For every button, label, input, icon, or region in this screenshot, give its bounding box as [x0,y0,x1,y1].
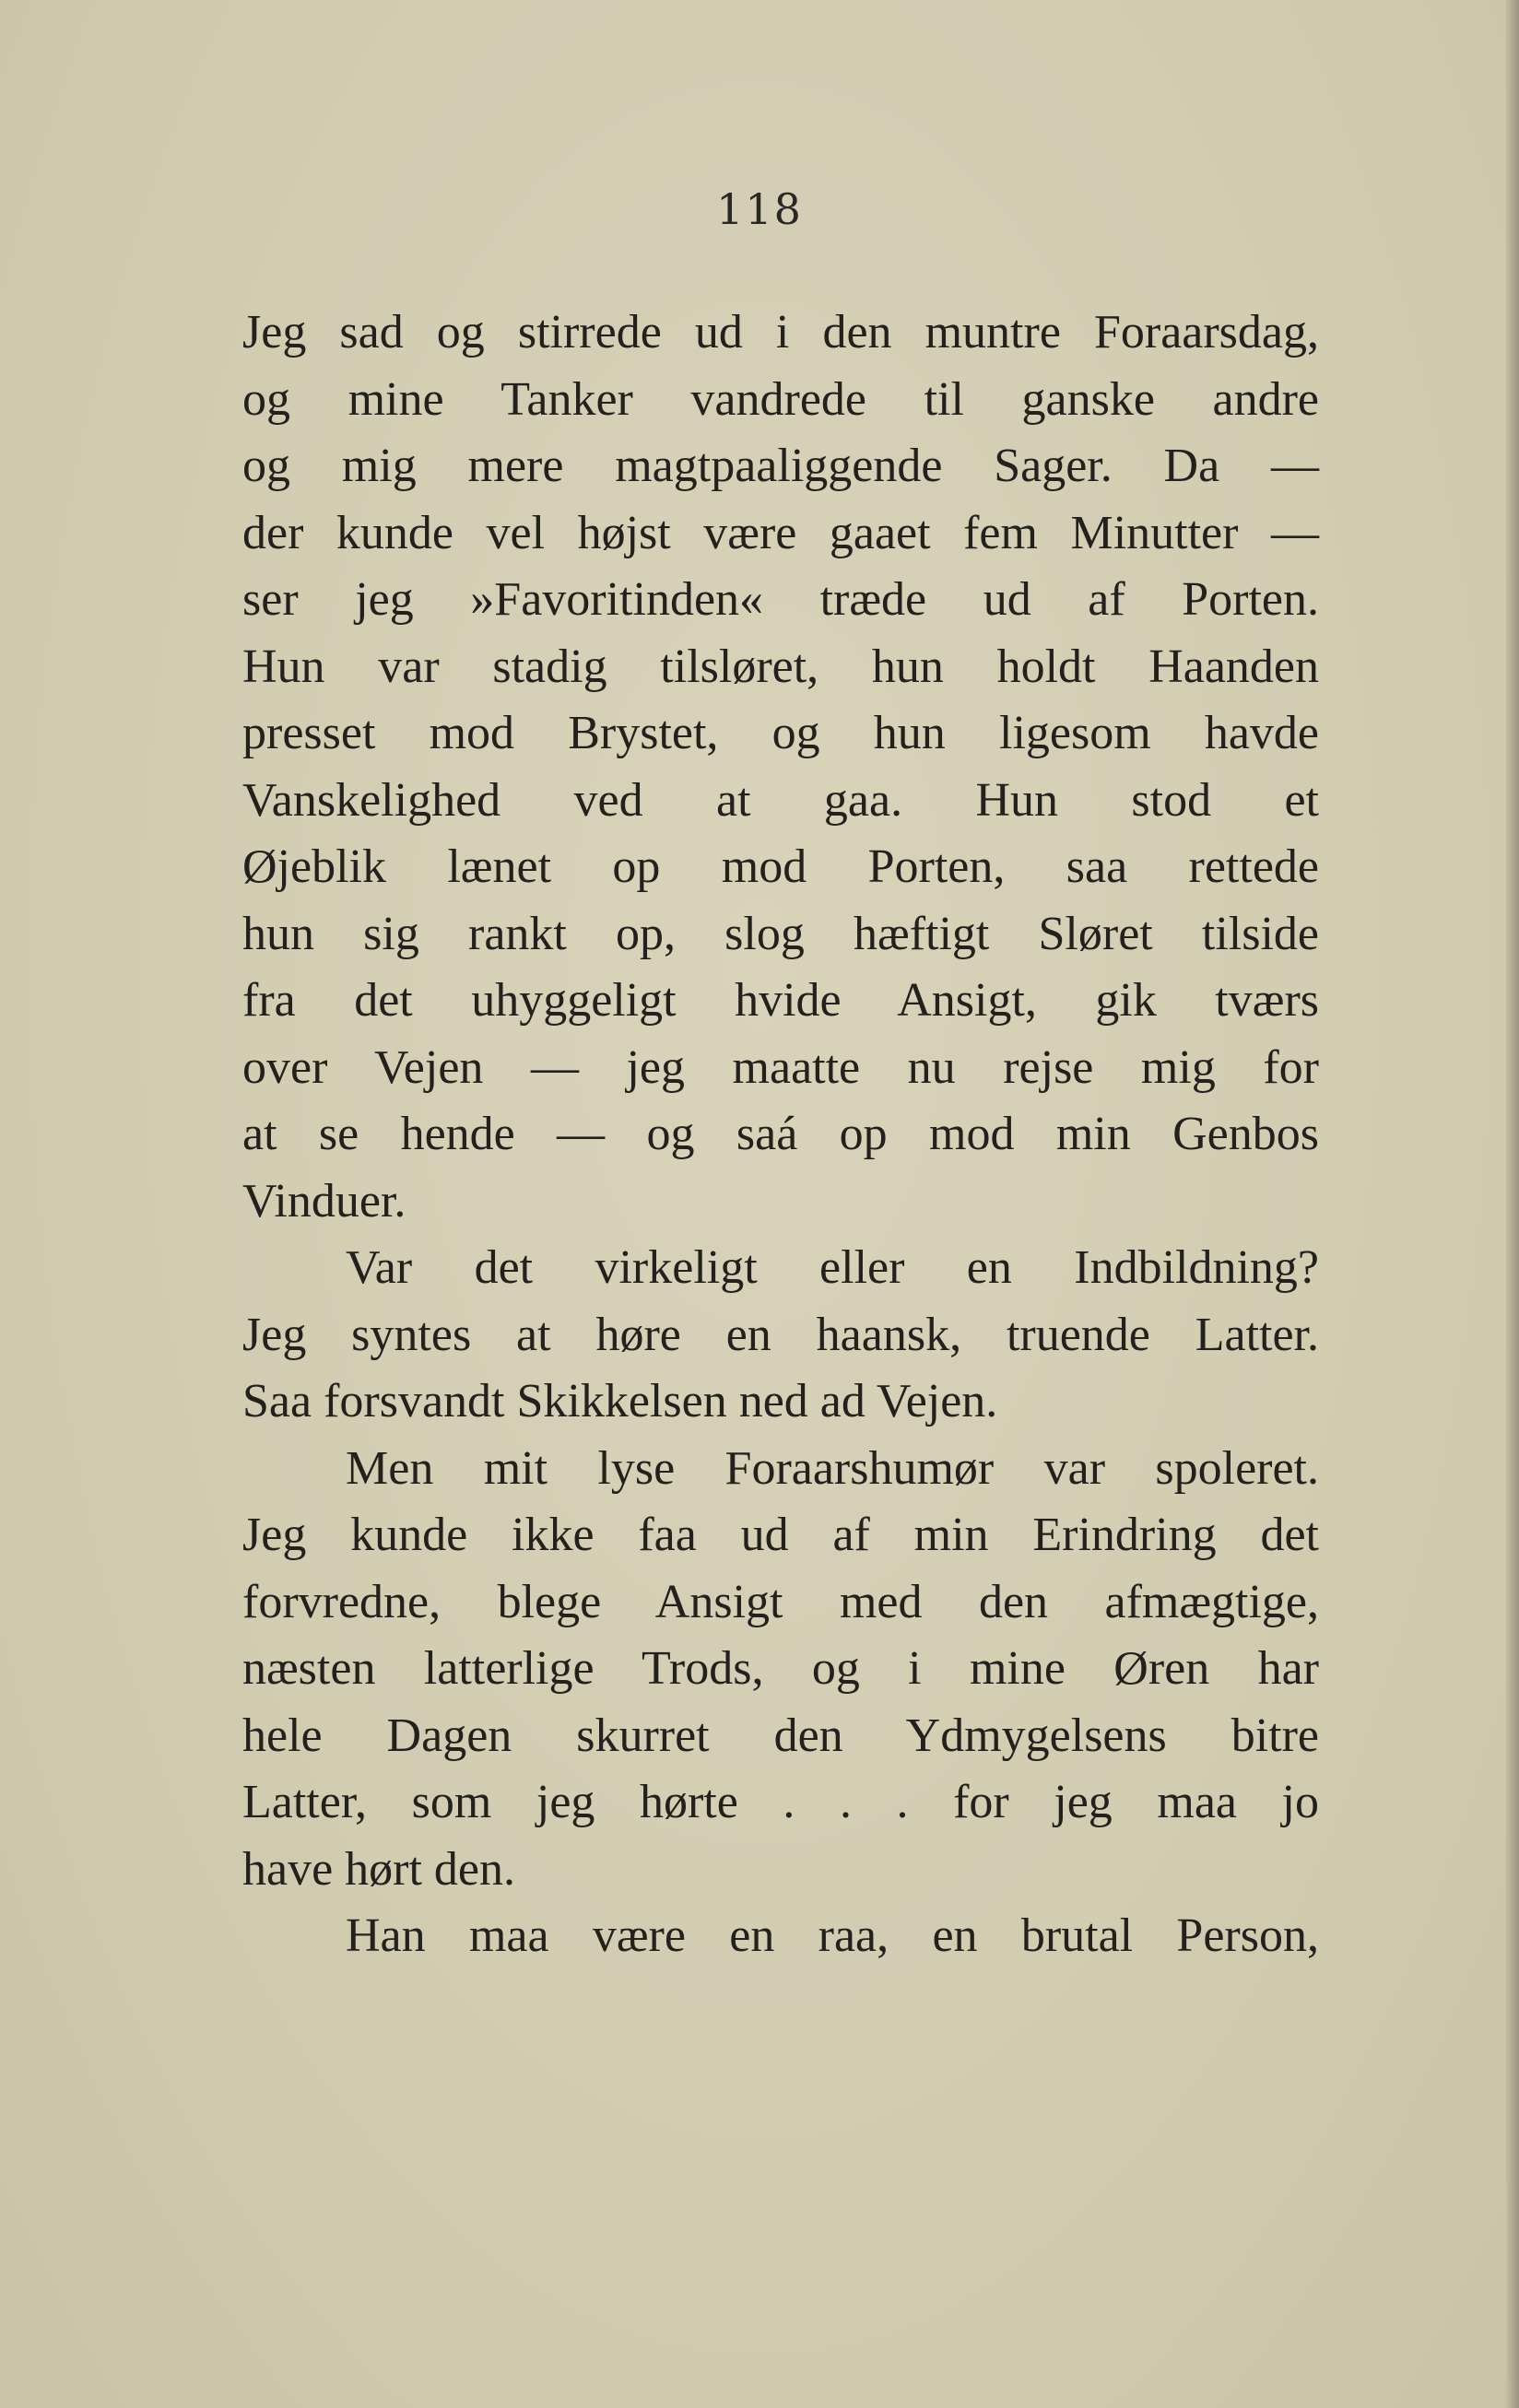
text-line: næsten latterlige Trods, og i mine Øren har [242,1642,1319,1695]
text-line: Vanskelighed ved at gaa. Hun stod et [242,773,1319,827]
text-line: Var det virkeligt eller en Indbildning? [346,1241,1319,1294]
text-line: hun sig rankt op, slog hæftigt Sløret tilside [242,907,1319,960]
paragraph [242,1436,1319,1904]
text-line: presset mod Brystet, og hun ligesom havde [242,707,1319,759]
text-line: der kunde vel højst være gaaet fem Minutter — [242,506,1319,559]
text-line: Latter, som jeg hørte . . . for jeg maa jo [242,1776,1319,1828]
text-line: Saa forsvandt Skikkelsen ned ad Vejen. [242,1375,998,1427]
text-line: Øjeblik lænet op mod Porten, saa rettede [242,840,1319,893]
text-line: at se hende — og saá op mod min Genbos [242,1108,1319,1160]
text-line: Jeg kunde ikke faa ud af min Erindring det [242,1509,1319,1561]
text-line: Jeg syntes at høre en haansk, truende Latter. [242,1308,1319,1361]
paragraph [242,300,1319,1235]
text-line: og mine Tanker vandrede til ganske andre [242,372,1319,426]
text-line: og mig mere magtpaaliggende Sager. Da — [242,440,1319,492]
text-line: have hørt den. [242,1842,516,1896]
text-line: Hun var stadig tilsløret, hun holdt Haanden [242,640,1319,693]
paragraph [242,1903,1319,1970]
body-text [242,300,1319,1970]
text-line: Han maa være en raa, en brutal Person, [346,1909,1319,1962]
text-line: hele Dagen skurret den Ydmygelsens bitre [242,1709,1319,1762]
text-line: fra det uhyggeligt hvide Ansigt, gik tværs [242,974,1319,1027]
text-line: Jeg sad og stirrede ud i den muntre Foraarsdag, [242,306,1319,358]
page-edge [1506,0,1519,2408]
text-line: Vinduer. [242,1174,406,1227]
text-line: forvredne, blege Ansigt med den afmægtige, [242,1575,1319,1628]
paragraph [242,1235,1319,1436]
page-number: 118 [716,184,803,234]
text-line: Men mit lyse Foraarshumør var spoleret. [346,1441,1319,1495]
text-line: over Vejen — jeg maatte nu rejse mig for [242,1040,1319,1094]
text-line: ser jeg »Favoritinden« træde ud af Porten. [242,573,1319,626]
